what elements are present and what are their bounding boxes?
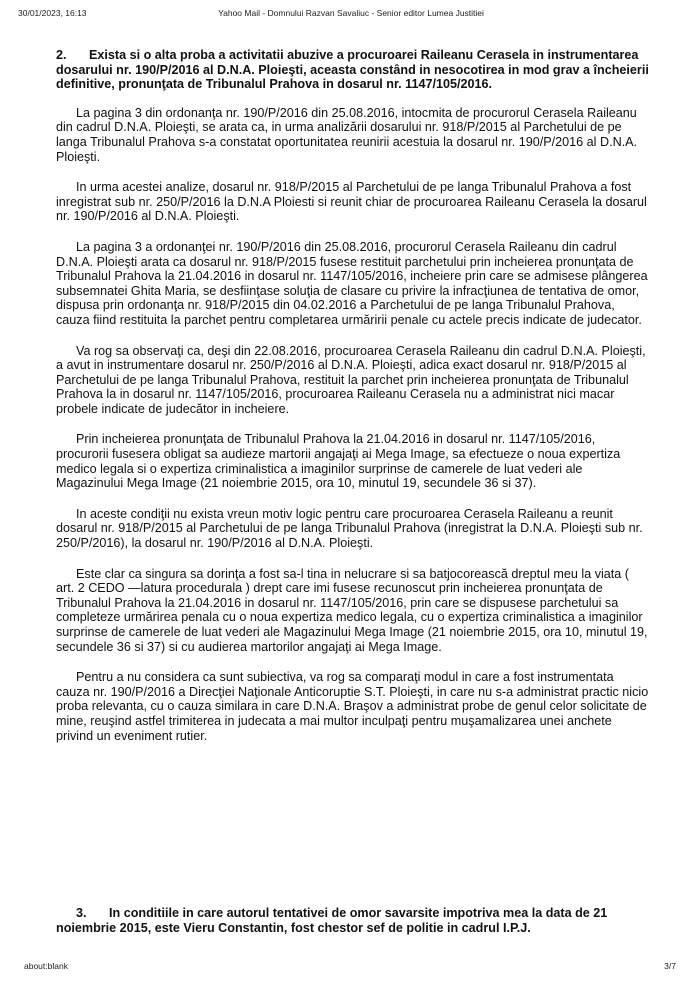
print-url: about:blank [24,961,68,971]
paragraph: Pentru a nu considera ca sunt subiectiva, va rog sa comparaţi modul in care a fost instrumentata cauza nr. 190/P/2016 a Direcţiei Naţionale Anticoruptie S.T. Ploieşti, in care nu s-a administrat practic nicio proba relevanta, cu o cauza similara in care D.N.A. Braşov a administrat probe de genul celor solicitate de mine, reuşind astfel trimiterea in judecata a mai multor inculpaţi pentru muşamalizarea unei anchete privind un eveniment rutier. [56,670,649,743]
document-body [56,48,650,759]
section-2-heading [56,48,650,92]
print-header [18,8,684,20]
paragraph: Va rog sa observaţi ca, deşi din 22.08.2016, procuroarea Cerasela Raileanu din cadrul D.N.A. Ploieşti, a avut in instrumentare dosarul nr. 250/P/2016 al D.N.A. Ploieşti, adica exact dosarul nr. 918/P/2015 al Parchetului de pe langa Tribunalul Prahova, restituit la parchet prin incheierea pronunţata de Tribunalul Prahova la in dosarul nr. 1147/105/2016, procuroarea Raileanu Cerasela nu a administrat nici macar probele indicate de judecător in incheiere. [56,343,646,416]
print-footer [24,961,676,973]
section-2-number: 2. [56,48,67,62]
section-2-title: Exista si o alta proba a activitatii abuzive a procuroarei Raileanu Cerasela in instrumentarea dosarului nr. 190/P/2016 al D.N.A. Ploieşti, aceasta constând in nesocotirea in mod grav a încheierii definitive, pronunţata de Tribunalul Prahova in dosarul nr. 1147/105/2016. [56,48,649,92]
section-3-title: In conditiile in care autorul tentativei de omor savarsite impotriva mea la data de 21 noiembrie 2015, este Vieru Constantin, fost chestor sef de politie in cadrul I.P.J. [56,906,608,935]
paragraph: Prin incheierea pronunţata de Tribunalul Prahova la 21.04.2016 in dosarul nr. 1147/105/2016, procurorii fusesera obligat sa audieze martorii angajaţi ai Mega Image, sa efectueze o noua expertiza medico legala si o expertiza criminalistica a imaginilor surprinse de camerele de luat vederi ale Magazinului Mega Image (21 noiembrie 2015, ora 10, minutul 19, secundele 36 si 37). [56,432,621,491]
paragraph: Este clar ca singura sa dorinţa a fost sa-l tina in nelucrare si sa batjocorească dreptul meu la viata ( art. 2 CEDO —latura procedurala ) drept care imi fusese recunoscut prin incheierea pronunţata de Tribunalul Prahova la 21.04.2016 in dosarul nr. 1147/105/2016, prin care se dispusese parchetului sa completeze urmărirea penala cu o noua expertiza medico legala, cu o expertiza criminalistica a imaginilor surprinse de camerele de luat vederi ale Magazinului Mega Image (21 noiembrie 2015, ora 10, minutul 19, secundele 36 si 37) si cu audierea martorilor angajaţi ai Mega Image. [56,566,648,654]
paragraph: La pagina 3 din ordonanţa nr. 190/P/2016 din 25.08.2016, intocmita de procurorul Cerasela Raileanu din cadrul D.N.A. Ploieşti, se arata ca, in urma analizării dosarului nr. 918/P/2015 al Parchetului de pe langa Tribunalul Prahova s-a constatat oportunitatea reunirii acestuia la dosarul nr. 190/P/2016 al D.N.A. Ploieşti. [56,105,638,164]
print-datetime: 30/01/2023, 16:13 [18,8,87,18]
section-3-heading [56,906,650,935]
page-number: 3/7 [664,961,676,971]
paragraph: In aceste condiţii nu exista vreun motiv logic pentru care procuroarea Cerasela Raileanu a reunit dosarul nr. 918/P/2015 al Parchetului de pe langa Tribunalul Prahova (inregistrat la D.N.A. Ploieşti sub nr. 250/P/2016), la dosarul nr. 190/P/2016 al D.N.A. Ploieşti. [56,506,643,551]
paragraph: La pagina 3 a ordonanţei nr. 190/P/2016 din 25.08.2016, procurorul Cerasela Raileanu din cadrul D.N.A. Ploieşti arata ca dosarul nr. 918/P/2015 fusese restituit parchetului prin incheierea pronunţata de Tribunalul Prahova la 21.04.2016 in dosarul nr. 1147/105/2016, incheiere prin care se admisese plângerea subsemnatei Ghita Maria, se desfiinţase soluţia de clasare cu privire la infracţiunea de tentativa de omor, dispusa prin ordonanţa nr. 918/P/2015 din 04.02.2016 a Parchetului de pe langa Tribunalul Prahova, cauza fiind restituita la parchet pentru completarea urmăririi penale cu actele precis indicate de judecator. [56,239,648,327]
print-page-title: Yahoo Mail - Domnului Razvan Savaliuc - Senior editor Lumea Justitiei [218,8,484,18]
paragraph: In urma acestei analize, dosarul nr. 918/P/2015 al Parchetului de pe langa Tribunalul Prahova a fost inregistrat sub nr. 250/P/2016 la D.N.A Ploiesti si reunit chiar de procuroarea Raileanu Cerasela la dosarul nr. 190/P/2016 al D.N.A. Ploieşti. [56,180,647,224]
section-3-number: 3. [76,906,87,920]
